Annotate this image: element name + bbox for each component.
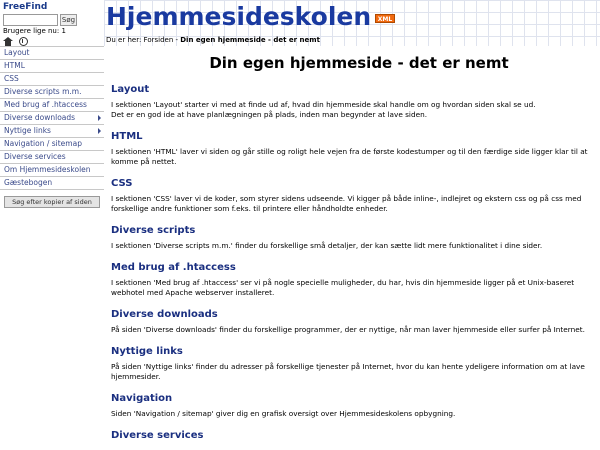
sidebar-item-label: Diverse downloads [4, 113, 76, 122]
chevron-right-icon [98, 128, 101, 134]
sidebar-item-guestbook[interactable]: Gæstebogen [0, 177, 104, 190]
section-heading[interactable]: Diverse downloads [111, 309, 218, 320]
sidebar-item-label: Nyttige links [4, 126, 51, 135]
sidebar-item-downloads[interactable] [0, 112, 104, 125]
section-heading[interactable]: CSS [111, 178, 133, 189]
section-text: I sektionen 'Layout' starter vi med at finde ud af, hvad din hjemmeside skal handle om og hvordan siden skal se ud. [111, 100, 536, 109]
section-links [111, 346, 595, 382]
section-heading[interactable]: HTML [111, 131, 143, 142]
section-text: I sektionen 'Diverse scripts m.m.' finder du forskellige små detaljer, der kan sætte lidt mere funktionalitet i dine sider. [111, 241, 543, 250]
sidebar-item-layout[interactable]: Layout [0, 47, 104, 60]
section-heading[interactable]: Med brug af .htaccess [111, 262, 236, 273]
section-text: På siden 'Nyttige links' finder du adresser på forskellige tjenester på Internet, hvor du kan hente ydeligere information om at lave hjemmesider. [111, 362, 585, 381]
chevron-right-icon [98, 115, 101, 121]
site-logo[interactable]: Hjemmesideskolen [106, 2, 372, 31]
section-text: Siden 'Navigation / sitemap' giver dig en grafisk oversigt over Hjemmesideskolens opbygning. [111, 409, 456, 418]
section-htaccess [111, 262, 595, 298]
sidebar-item-about[interactable]: Om Hjemmesideskolen [0, 164, 104, 177]
section-text: I sektionen 'HTML' laver vi siden og går stille og roligt hele vejen fra de første kodestumper og til den færdige side ligger klar til at komme på nettet. [111, 147, 588, 166]
sidebar [0, 0, 104, 450]
sidebar-item-html[interactable]: HTML [0, 60, 104, 73]
freefind-search-box [0, 0, 104, 46]
main-content [111, 46, 595, 450]
house-icon[interactable] [3, 37, 13, 46]
section-heading[interactable]: Diverse services [111, 430, 204, 441]
section-heading[interactable]: Diverse scripts [111, 225, 196, 236]
section-text: På siden 'Diverse downloads' finder du forskellige programmer, der er nyttige, når man laver hjemmeside eller surfer på Internet. [111, 325, 585, 334]
section-html [111, 131, 595, 167]
freefind-title: FreeFind [3, 2, 48, 12]
users-online-count: Brugere lige nu: 1 [3, 27, 66, 35]
section-scripts [111, 225, 595, 251]
globe-icon[interactable] [19, 37, 28, 46]
sidebar-item-links[interactable] [0, 125, 104, 138]
section-heading[interactable]: Layout [111, 84, 150, 95]
sidebar-item-sitemap[interactable]: Navigation / sitemap [0, 138, 104, 151]
section-heading[interactable]: Nyttige links [111, 346, 183, 357]
breadcrumb [106, 36, 320, 44]
section-text: I sektionen 'CSS' laver vi de koder, som styrer sidens udseende. Vi kigger på både inline-, indlejret og ekstern css og på css med forskellige andre funktioner som f.eks. til printere eller håndholdte enheder. [111, 194, 582, 213]
search-input[interactable] [3, 14, 58, 26]
sidebar-menu [0, 46, 104, 190]
breadcrumb-current: Din egen hjemmeside - det er nemt [180, 36, 320, 44]
section-layout [111, 84, 595, 120]
header [104, 0, 600, 46]
section-services [111, 430, 595, 441]
page-title: Din egen hjemmeside - det er nemt [209, 54, 509, 72]
xml-feed-badge[interactable]: XML [375, 14, 395, 23]
sidebar-item-htaccess[interactable]: Med brug af .htaccess [0, 99, 104, 112]
section-heading[interactable]: Navigation [111, 393, 173, 404]
section-text: I sektionen 'Med brug af .htaccess' ser vi på nogle specielle muligheder, du har, hvis din hjemmeside ligger på et Unix-baseret webhotel med Apache webserver installeret. [111, 278, 575, 297]
section-text: Det er en god ide at have planlægningen på plads, inden man begynder at lave siden. [111, 110, 428, 119]
search-copies-button[interactable]: Søg efter kopier af siden [4, 196, 100, 208]
sidebar-item-scripts[interactable]: Diverse scripts m.m. [0, 86, 104, 99]
breadcrumb-prefix[interactable]: Du er her: Forsiden - [106, 36, 181, 44]
section-downloads [111, 309, 595, 335]
section-navigation [111, 393, 595, 419]
sidebar-item-css[interactable]: CSS [0, 73, 104, 86]
sidebar-item-services[interactable]: Diverse services [0, 151, 104, 164]
section-css [111, 178, 595, 214]
search-button[interactable]: Søg [61, 16, 76, 24]
